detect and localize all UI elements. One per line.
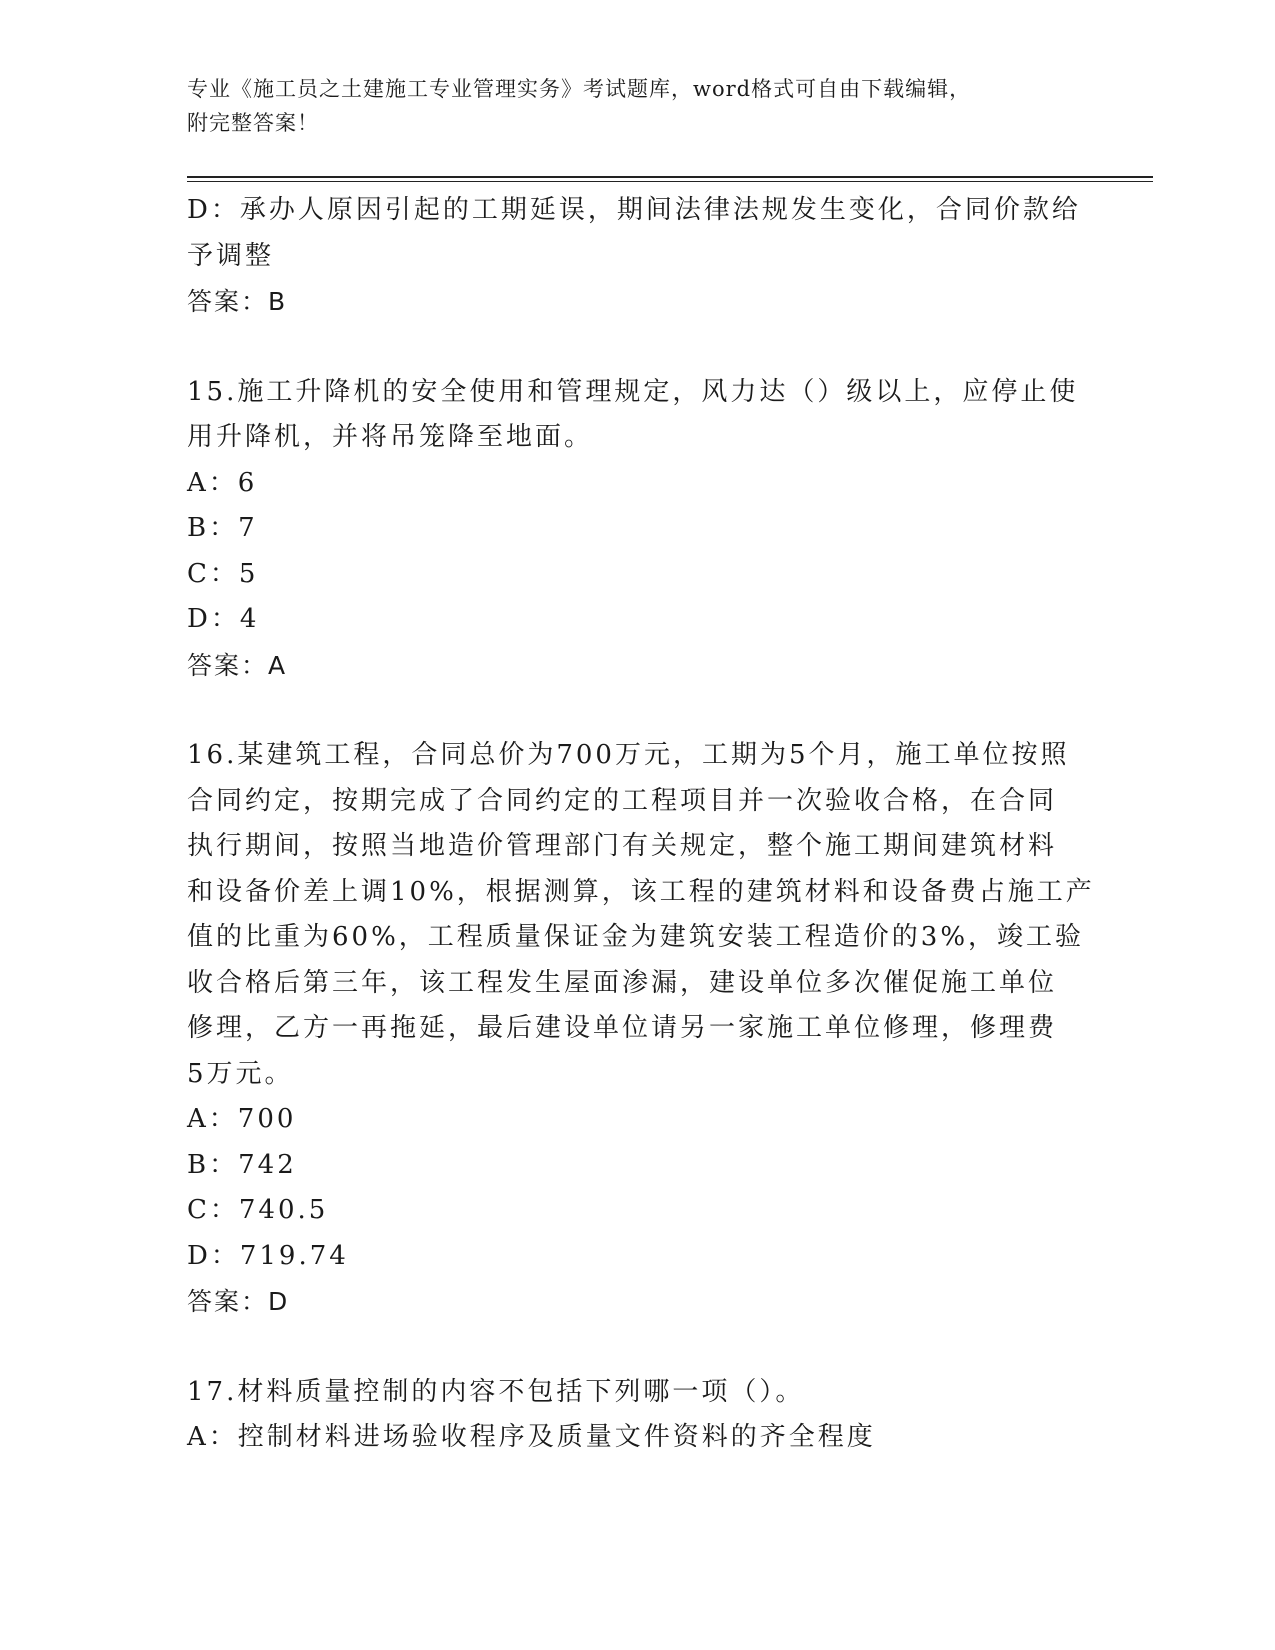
spacer [187, 688, 1087, 733]
question-stem: 17.材料质量控制的内容不包括下列哪一项（）。 [187, 1376, 805, 1407]
question-stem-continued: 用升降机，并将吊笼降至地面。 [187, 422, 594, 452]
option-d: D：承办人原因引起的工期延误，期间法律法规发生变化，合同价款给 [187, 195, 1081, 225]
option-a: A：6 [187, 467, 258, 498]
option-c: C：740.5 [187, 1195, 329, 1225]
option-d-continued: 予调整 [187, 240, 275, 271]
question-17 [187, 1370, 1087, 1461]
question-stem-continued: 合同约定，按期完成了合同约定的工程项目并一次验收合格，在合同 [187, 785, 1058, 816]
question-stem-continued: 和设备价差上调10%，根据测算，该工程的建筑材料和设备费占施工产 [187, 876, 1095, 907]
question-stem-continued: 修理，乙方一再拖延，最后建设单位请另一家施工单位修理，修理费 [187, 1013, 1058, 1043]
option-c: C：5 [187, 558, 259, 589]
spacer [187, 1325, 1087, 1370]
option-a: A：控制材料进场验收程序及质量文件资料的齐全程度 [187, 1422, 876, 1452]
answer-line: 答案：A [187, 650, 288, 680]
previous-question-tail [187, 188, 1087, 325]
document-header [187, 72, 1087, 140]
question-stem-continued: 执行期间，按照当地造价管理部门有关规定，整个施工期间建筑材料 [187, 831, 1058, 861]
header-line-2: 附完整答案！ [187, 111, 319, 135]
question-15 [187, 370, 1087, 689]
option-b: B：7 [187, 513, 258, 543]
answer-line: 答案：D [187, 1287, 290, 1316]
question-stem-continued: 5万元。 [187, 1058, 294, 1089]
question-stem: 16.某建筑工程，合同总价为700万元，工期为5个月，施工单位按照 [187, 740, 1070, 770]
option-d: D：4 [187, 604, 260, 634]
option-b: B：742 [187, 1149, 297, 1180]
question-stem-continued: 值的比重为60%，工程质量保证金为建筑安装工程造价的3%，竣工验 [187, 922, 1085, 952]
option-a: A：700 [187, 1104, 297, 1134]
option-d: D：719.74 [187, 1240, 349, 1271]
question-stem: 15.施工升降机的安全使用和管理规定，风力达（）级以上，应停止使 [187, 376, 1079, 407]
document-body [187, 188, 1095, 1461]
header-line-1: 专业《施工员之土建施工专业管理实务》考试题库，word格式可自由下载编辑， [187, 77, 972, 101]
spacer [187, 325, 1087, 370]
question-stem-continued: 收合格后第三年，该工程发生屋面渗漏，建设单位多次催促施工单位 [187, 967, 1058, 998]
question-16 [187, 733, 1095, 1325]
answer-line: 答案：B [187, 287, 288, 316]
header-divider [187, 176, 1153, 182]
